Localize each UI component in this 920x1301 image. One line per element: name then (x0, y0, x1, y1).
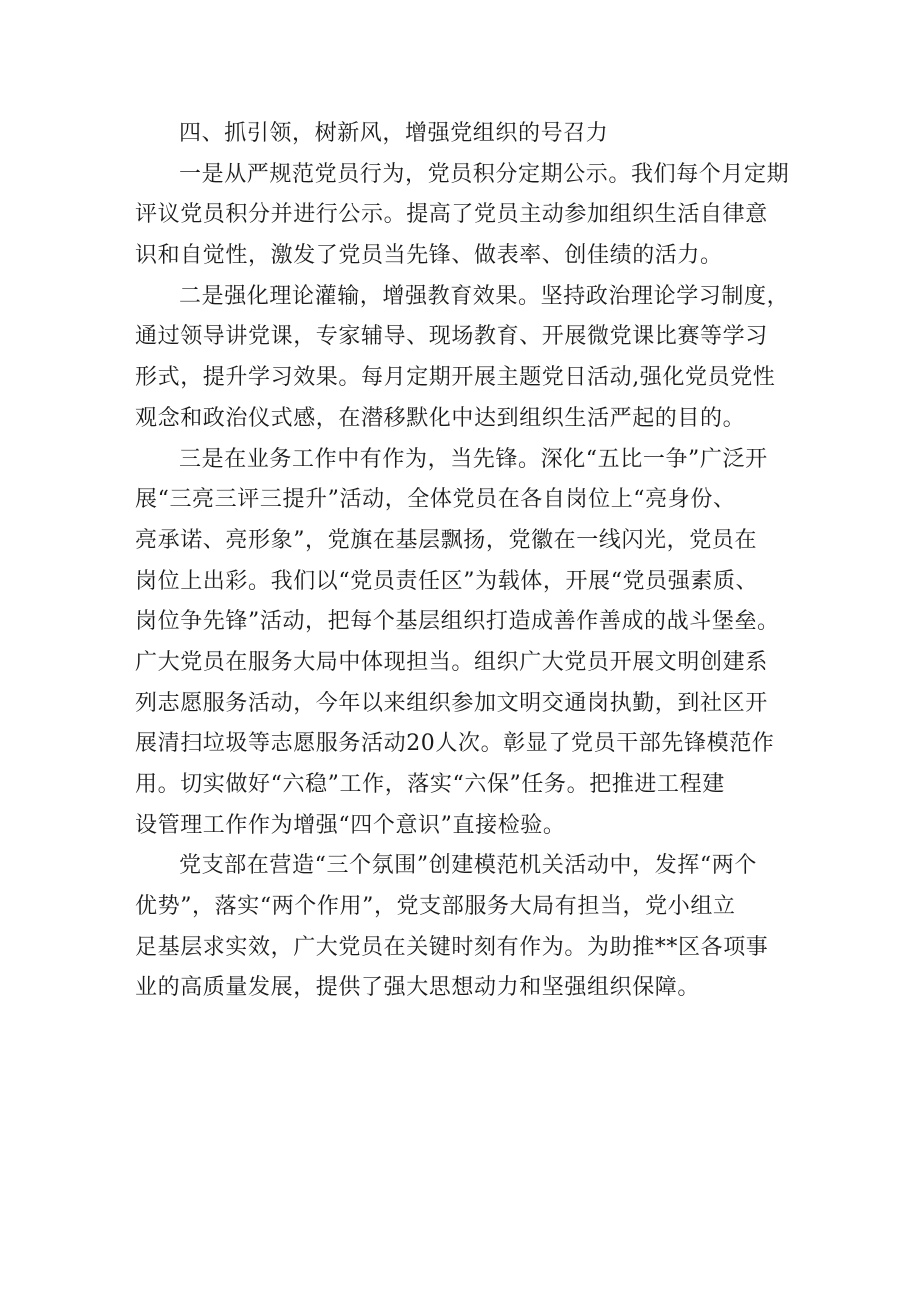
paragraph-1 (135, 155, 795, 277)
paragraph-line: 广大党员在服务大局中体现担当。组织广大党员开展文明创建系 (135, 649, 768, 675)
paragraph-4 (135, 846, 795, 1009)
paragraph-line: 岗位上出彩。我们以“党员责任区”为载体，开展“党员强素质、 (135, 568, 759, 594)
paragraph-line: 列志愿服务活动，今年以来组织参加文明交通岗执勤，到社区开 (135, 690, 768, 716)
paragraph-line: 三是在业务工作中有作为，当先锋。深化“五比一争”广泛开 (179, 446, 768, 472)
paragraph-line: 足基层求实效，广大党员在关键时刻有作为。为助推**区各项事 (135, 934, 769, 960)
paragraph-line: 展“三亮三评三提升”活动，全体党员在各自岗位上“亮身份、 (135, 487, 736, 513)
paragraph-line: 评议党员积分并进行公示。提高了党员主动参加组织生活自律意 (135, 202, 768, 228)
paragraph-line: 一是从严规范党员行为，党员积分定期公示。我们每个月定期 (179, 161, 790, 187)
section-heading: 四、抓引领，树新风，增强党组织的号召力 (179, 121, 609, 146)
paragraph-line: 岗位争先锋”活动，把每个基层组织打造成善作善成的战斗堡垒。 (135, 609, 780, 635)
paragraph-line: 展清扫垃圾等志愿服务活动20人次。彰显了党员干部先锋模范作 (135, 731, 775, 757)
document-body (135, 114, 795, 1009)
paragraph-3 (135, 440, 795, 847)
paragraph-line: 优势”，落实“两个作用”，党支部服务大局有担当，党小组立 (135, 894, 736, 920)
paragraph-line: 党支部在营造“三个氛围”创建模范机关活动中，发挥“两个 (179, 853, 757, 879)
paragraph-line: 观念和政治仪式感，在潜移默化中达到组织生活严起的目的。 (135, 405, 746, 431)
paragraph-line: 亮承诺、亮形象”，党旗在基层飘扬，党徽在一线闪光，党员在 (135, 527, 758, 553)
paragraph-line: 二是强化理论灌输，增强教育效果。坚持政治理论学习制度， (179, 283, 790, 309)
paragraph-line: 识和自觉性，激发了党员当先锋、做表率、创佳绩的活力。 (135, 243, 723, 269)
paragraph-2 (135, 277, 795, 440)
paragraph-line: 通过领导讲党课，专家辅导、现场教育、开展微党课比赛等学习 (135, 324, 768, 350)
paragraph-line: 业的高质量发展，提供了强大思想动力和坚强组织保障。 (135, 975, 701, 1001)
paragraph-line: 设管理工作作为增强“四个意识”直接检验。 (135, 812, 566, 838)
paragraph-line: 用。切实做好“六稳”工作，落实“六保”任务。把推进工程建 (135, 772, 725, 797)
paragraph-line: 形式，提升学习效果。每月定期开展主题党日活动,强化党员党性 (135, 365, 776, 391)
